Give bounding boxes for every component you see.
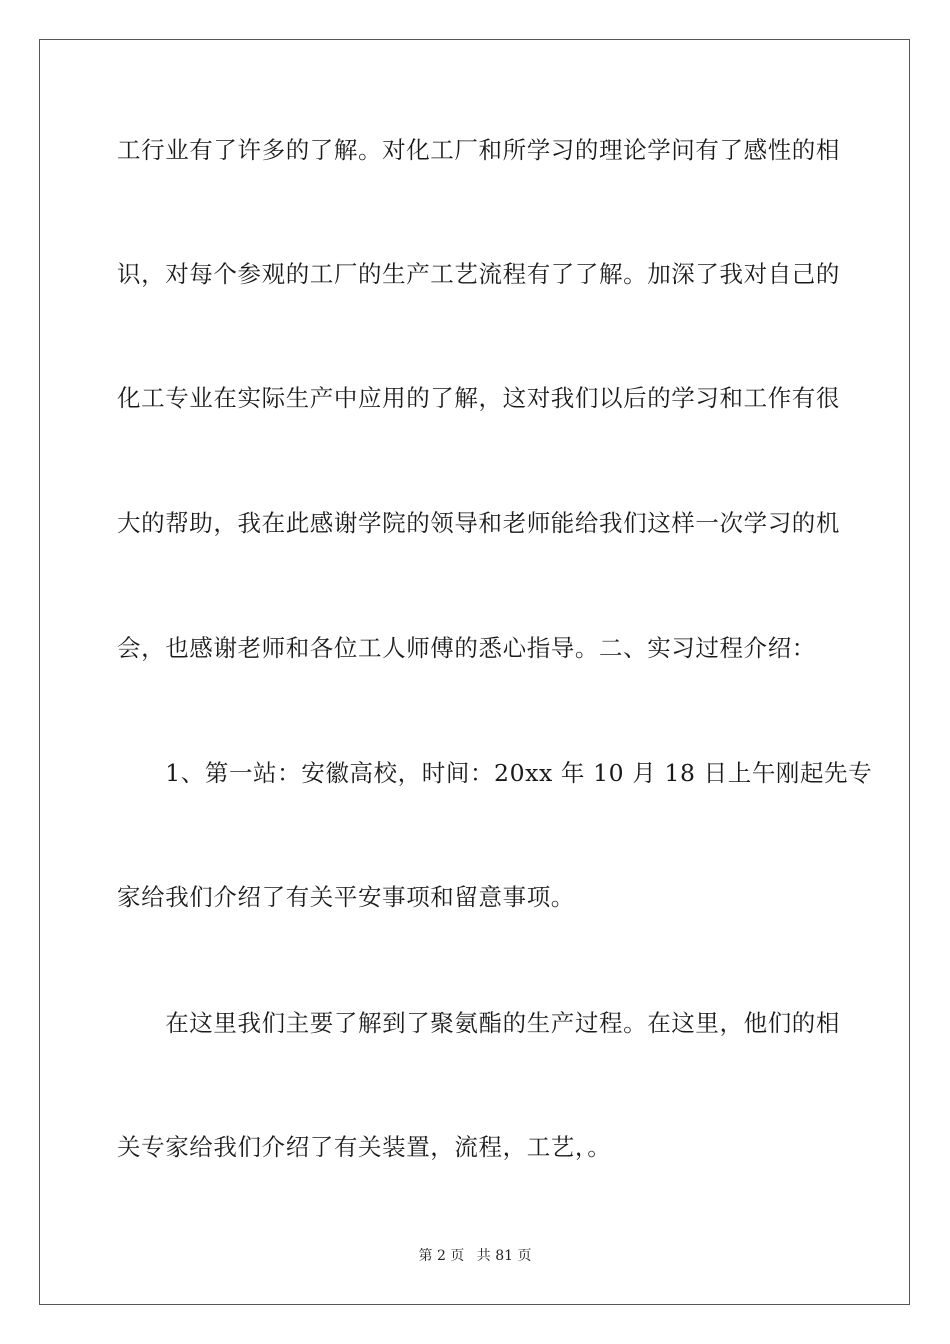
paragraph-line-1: 工行业有了许多的了解。对化工厂和所学习的理论学问有了感性的相 [117, 136, 840, 164]
paragraph-line-3: 化工专业在实际生产中应用的了解，这对我们以后的学习和工作有很 [117, 384, 840, 412]
paragraph-line-7: 家给我们介绍了有关平安事项和留意事项。 [117, 883, 575, 911]
page-border [39, 39, 910, 1305]
page-number: 第 2 页 [418, 1248, 465, 1264]
page-footer [0, 1246, 950, 1266]
paragraph-line-8: 在这里我们主要了解到了聚氨酯的生产过程。在这里，他们的相 [117, 1009, 840, 1037]
paragraph-line-6: 1、第一站：安徽高校，时间：20xx 年 10 月 18 日上午刚起先专 [117, 759, 873, 787]
paragraph-line-2: 识，对每个参观的工厂的生产工艺流程有了了解。加深了我对自己的 [117, 260, 840, 288]
paragraph-line-5: 会，也感谢老师和各位工人师傅的悉心指导。二、实习过程介绍： [117, 634, 816, 662]
paragraph-line-9: 关专家给我们介绍了有关装置，流程，工艺，。 [117, 1133, 612, 1161]
paragraph-line-4: 大的帮助，我在此感谢学院的领导和老师能给我们这样一次学习的机 [117, 509, 840, 537]
page-total: 共 81 页 [476, 1248, 532, 1264]
